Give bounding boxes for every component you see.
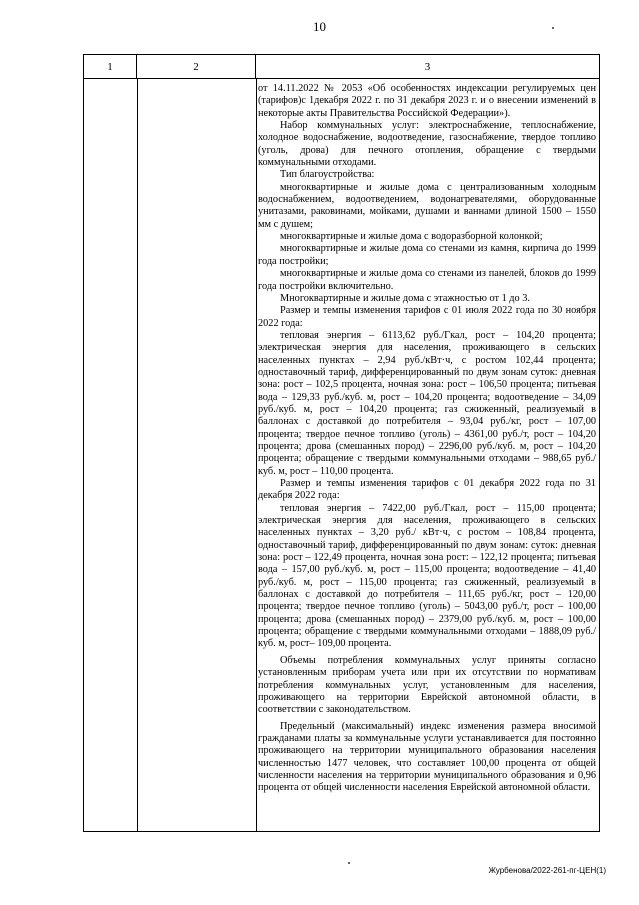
paragraph-improvement-type-3: многоквартирные и жилые дома со стенами из камня, кирпича до 1999 года постройки;: [258, 243, 596, 267]
paragraph-max-index: Предельный (максимальный) индекс изменения размера вносимой гражданами платы за коммунальные услуги устанавливается для постоянно проживающего на территории муниципального образования населения численностью 1477 человек, что составляет 100,00 процента от общей численности населения на территории муниципального образования и 0,96 процента от общей численности населения Еврейской автономной области.: [258, 720, 596, 794]
footer-reference: Журбенова/2022-261-пг-ЦЕН(1): [488, 866, 606, 875]
paragraph-tariffs-july: тепловая энергия – 6113,62 руб./Гкал, рост – 104,20 процента; электрическая энергия для населения, проживающего в сельских населенных пунктах – 2,94 руб./кВт·ч, с ростом 102,44 процента; одноставочный тариф, дифференцированный по двум зонам суток: дневная зона: рост – 102,5 процента, ночная зона: рост – 106,50 процента; питьевая вода – 129,33 руб./куб. м, рост – 104,20 процента; водоотведение – 34,09 руб./куб. м, рост – 104,20 процента; газ сжиженный, реализуемый в баллонах с доставкой до потребителя – 93,04 руб./кг, рост – 107,00 процента; твердое печное топливо (уголь) – 4361,00 руб./т, рост – 104,20 процента; дрова (смешанных пород) – 2296,00 руб./куб. м, рост – 104,20 процента; обращение с твердыми коммунальными отходами – 988,65 руб./куб. м, рост – 110,00 процента.: [258, 329, 596, 477]
paragraph-tariffs-december: тепловая энергия – 7422,00 руб./Гкал, рост – 115,00 процента; электрическая энергия для населения, проживающего в сельских населенных пунктах – 3,20 руб./ кВт·ч, с ростом – 108,84 процента, одноставочный тариф, дифференцированный по двум зонам: суток: дневная зона: рост – 122,49 процента, ночная зона рост: – 122,12 процента; питьевая вода – 157,00 руб./куб. м, рост – 115,00 процента; водоотведение – 41,40 руб./куб. м, рост – 115,00 процента; газ сжиженный, реализуемый в баллонах с доставкой до потребителя – 111,65 руб./кг, рост – 120,00 процента; твердое печное топливо (уголь) – 5043,00 руб./т, рост – 100,00 процента; дрова (смешанных пород) – 2379,00 руб./куб. м, рост – 100,00 процента; обращение с твердыми коммунальными отходами – 1888,09 руб./куб. м, рост– 109,00 процента.: [258, 502, 596, 650]
paragraph-improvement-type-heading: Тип благоустройства:: [280, 169, 375, 181]
paragraph-improvement-type-1: многоквартирные и жилые дома с централизованным холодным водоснабжением, водоотведением, водонагревателями, оборудованные унитазами, раковинами, мойками, душами и ваннами длиной 1500 – 1550 мм с душем;: [258, 181, 596, 230]
paragraph-improvement-type-4: многоквартирные и жилые дома со стенами из панелей, блоков до 1999 года постройки включительно.: [258, 268, 596, 292]
scan-speck: [552, 27, 554, 29]
scan-speck: [348, 862, 350, 864]
column-divider: [256, 79, 257, 831]
column-header-1: 1: [84, 55, 137, 79]
column-divider: [137, 79, 138, 831]
column-header-3: 3: [256, 55, 599, 79]
paragraph-service-set: Набор коммунальных услуг: электроснабжение, теплоснабжение, холодное водоснабжение, водоотведение, газоснабжение, твердое топливо (уголь, дрова) для печного отопления, обращение с твердыми коммунальными отходами.: [258, 120, 596, 169]
page-number: 10: [313, 19, 326, 34]
paragraph-decree-reference: от 14.11.2022 № 2053 «Об особенностях индексации регулируемых цен (тарифов)с 1декабря 2022 г. по 31 декабря 2023 г. и о внесении изменений в некоторые акты Правительства Российской Федерации»).: [258, 83, 596, 119]
paragraph-improvement-type-2: многоквартирные и жилые дома с водоразборной колонкой;: [280, 231, 543, 243]
paragraph-consumption-volumes: Объемы потребления коммунальных услуг приняты согласно установленным приборам учета или при их отсутствии по нормативам потребления коммунальных услуг, установленным для населения, проживающего на территории Еврейской автономной области, в соответствии с законодательством.: [258, 654, 596, 716]
tariff-text-column: [258, 83, 596, 795]
column-header-2: 2: [137, 55, 256, 79]
paragraph-floors: Многоквартирные и жилые дома с этажностью от 1 до 3.: [280, 292, 530, 304]
paragraph-tariffs-july-heading: Размер и темпы изменения тарифов с 01 июля 2022 года по 30 ноября 2022 года:: [258, 305, 596, 329]
paragraph-tariffs-december-heading: Размер и темпы изменения тарифов с 01 декабря 2022 года по 31 декабря 2022 года:: [258, 478, 596, 502]
